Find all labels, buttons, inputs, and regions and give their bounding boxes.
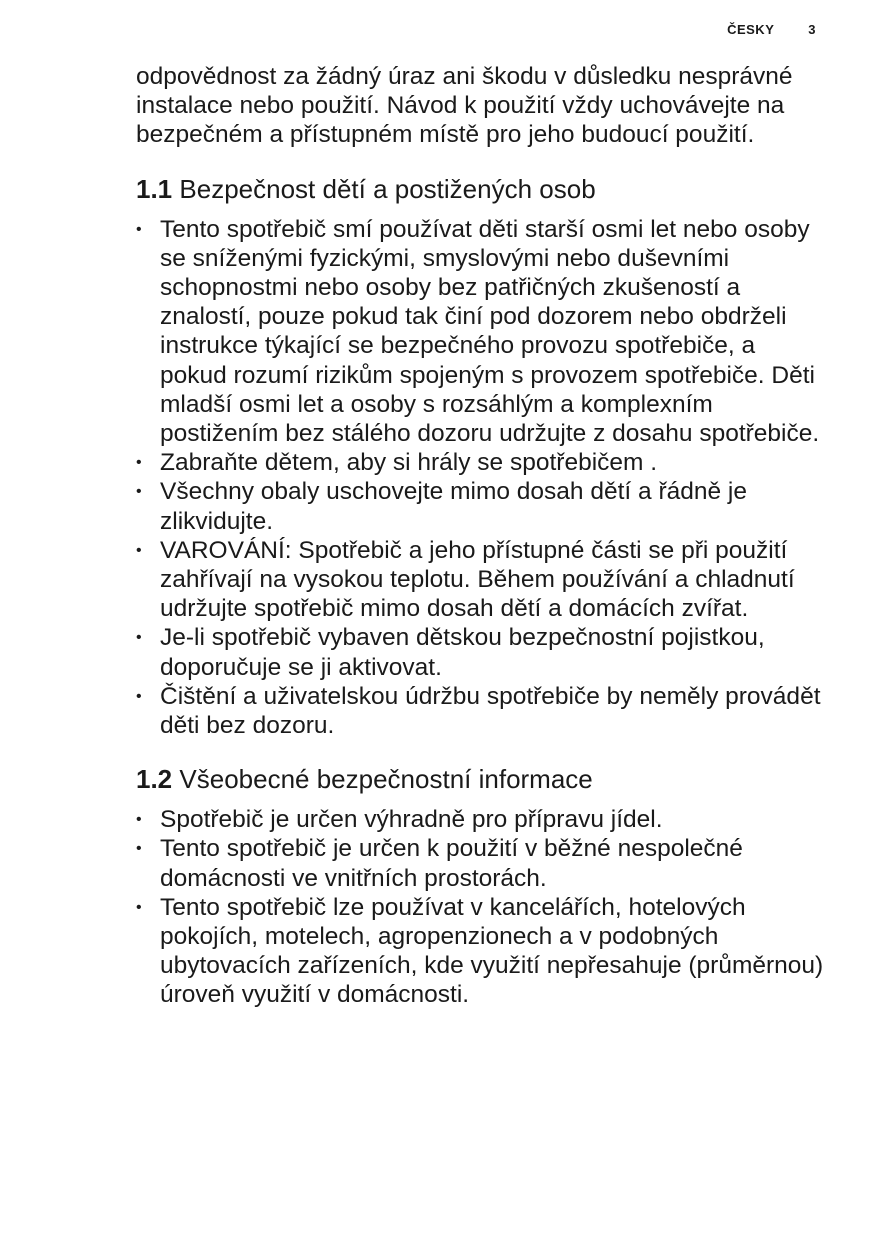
intro-paragraph: odpovědnost za žádný úraz ani škodu v důsledku nesprávné instalace nebo použití. Návod k použití vždy uchovávejte na bezpečném a přístupném místě pro jeho budoucí použití. [136,63,793,149]
document-body [136,62,826,1010]
section-heading-1-2 [136,763,826,795]
list-item: • VAROVÁNÍ: Spotřebič a jeho přístupné části se při použití zahřívají na vysokou teplotu. Během používání a chladnutí udržujte spotřebič mimo dosah dětí a domácích zvířat. [136,536,826,624]
page-header [727,22,816,37]
section-number: 1.1 [136,173,173,204]
list-item: • Tento spotřebič je určen k použití v běžné nespolečné domácnosti ve vnitřních prostorách. [136,834,826,892]
section-title: Všeobecné bezpečnostní informace [179,764,593,795]
list-item: • Čištění a uživatelskou údržbu spotřebiče by neměly provádět děti bez dozoru. [136,682,826,740]
bullet-list-section-1-2 [136,805,826,1009]
list-item: • Tento spotřebič lze používat v kancelářích, hotelových pokojích, motelech, agropenzionech a v podobných ubytovacích zařízeních, kde využití nepřesahuje (průměrnou) úroveň využití v domácnosti. [136,893,826,1010]
page-number: 3 [808,22,816,37]
list-item: • Tento spotřebič smí používat děti starší osmi let nebo osoby se sníženými fyzickými, smyslovými nebo duševními schopnostmi nebo osoby bez patřičných zkušeností a znalostí, pouze pokud tak činí pod dozorem nebo obdrželi instrukce týkající se bezpečného provozu spotřebiče, a pokud rozumí rizikům spojeným s provozem spotřebiče. Děti mladší osmi let a osoby s rozsáhlým a komplexním postižením bez stálého dozoru udržujte z dosahu spotřebiče. [136,215,826,449]
section-number: 1.2 [136,764,173,795]
list-item: • Je-li spotřebič vybaven dětskou bezpečnostní pojistkou, doporučuje se ji aktivovat. [136,623,826,681]
list-item: • Spotřebič je určen výhradně pro přípravu jídel. [136,805,826,834]
language-label: ČESKY [727,22,775,37]
section-heading-1-1 [136,173,826,205]
bullet-list-section-1-1 [136,215,826,741]
list-item: • Zabraňte dětem, aby si hrály se spotřebičem . [136,448,826,477]
section-title: Bezpečnost dětí a postižených osob [179,173,596,204]
list-item: • Všechny obaly uschovejte mimo dosah dětí a řádně je zlikvidujte. [136,477,826,535]
